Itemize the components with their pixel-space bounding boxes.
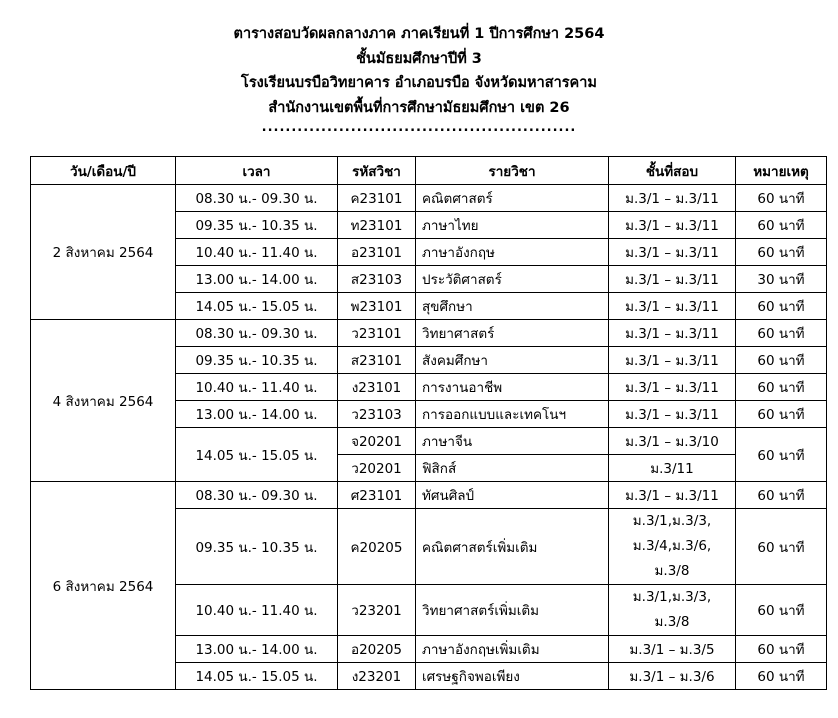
subject-cell: ภาษาอังกฤษเพิ่มเติม xyxy=(416,636,609,663)
note-cell: 60 นาที xyxy=(736,347,827,374)
time-cell: 09.35 น.- 10.35 น. xyxy=(176,509,338,585)
rooms-line: ม.3/1,ม.3/3, xyxy=(632,589,712,605)
code-cell: ศ23101 xyxy=(338,482,416,509)
code-cell: ว23103 xyxy=(338,401,416,428)
document-header xyxy=(0,22,838,136)
exam-schedule-table xyxy=(30,156,827,690)
note-cell: 60 นาที xyxy=(736,320,827,347)
code-cell: ง23101 xyxy=(338,374,416,401)
rooms-line: ม.3/8 xyxy=(654,614,690,630)
note-cell: 60 นาที xyxy=(736,509,827,585)
code-cell: ง23201 xyxy=(338,663,416,690)
rooms-cell: ม.3/1 – ม.3/11 xyxy=(609,266,736,293)
time-cell: 08.30 น.- 09.30 น. xyxy=(176,320,338,347)
rooms-cell: ม.3/1 – ม.3/6 xyxy=(609,663,736,690)
subject-cell: การออกแบบและเทคโนฯ xyxy=(416,401,609,428)
note-cell: 60 นาที xyxy=(736,663,827,690)
rooms-cell xyxy=(609,509,736,585)
date-cell: 6 สิงหาคม 2564 xyxy=(31,482,176,690)
note-cell: 60 นาที xyxy=(736,374,827,401)
rooms-line: ม.3/1,ม.3/3, xyxy=(632,513,712,529)
subject-cell: วิทยาศาสตร์ xyxy=(416,320,609,347)
code-cell: ว23101 xyxy=(338,320,416,347)
rooms-cell: ม.3/1 – ม.3/11 xyxy=(609,401,736,428)
note-cell: 60 นาที xyxy=(736,239,827,266)
rooms-cell: ม.3/11 xyxy=(609,455,736,482)
title-line-1: ตารางสอบวัดผลกลางภาค ภาคเรียนที่ 1 ปีการศึกษา 2564 xyxy=(233,26,605,42)
rooms-cell: ม.3/1 – ม.3/11 xyxy=(609,482,736,509)
table-header-row xyxy=(31,157,827,185)
subject-cell: ฟิสิกส์ xyxy=(416,455,609,482)
title-line-4: สำนักงานเขตพื้นที่การศึกษามัธยมศึกษา เขต 26 xyxy=(268,99,570,116)
rooms-cell xyxy=(609,585,736,636)
subject-cell: ทัศนศิลป์ xyxy=(416,482,609,509)
time-cell: 13.00 น.- 14.00 น. xyxy=(176,401,338,428)
subject-cell: สังคมศึกษา xyxy=(416,347,609,374)
time-cell: 13.00 น.- 14.00 น. xyxy=(176,636,338,663)
subject-cell: ประวัติศาสตร์ xyxy=(416,266,609,293)
rooms-cell: ม.3/1 – ม.3/11 xyxy=(609,185,736,212)
code-cell: ค20205 xyxy=(338,509,416,585)
note-cell: 60 นาที xyxy=(736,428,827,482)
code-cell: ค23101 xyxy=(338,185,416,212)
column-header-subject: รายวิชา xyxy=(416,157,609,185)
subject-cell: ภาษาอังกฤษ xyxy=(416,239,609,266)
table-row xyxy=(31,185,827,212)
title-line-3: โรงเรียนบรบือวิทยาคาร อำเภอบรบือ จังหวัดมหาสารคาม xyxy=(241,75,597,91)
time-cell: 14.05 น.- 15.05 น. xyxy=(176,663,338,690)
code-cell: อ20205 xyxy=(338,636,416,663)
time-cell: 13.00 น.- 14.00 น. xyxy=(176,266,338,293)
subject-cell: สุขศึกษา xyxy=(416,293,609,320)
note-cell: 60 นาที xyxy=(736,293,827,320)
time-cell: 10.40 น.- 11.40 น. xyxy=(176,585,338,636)
rooms-line: ม.3/4,ม.3/6, xyxy=(632,538,712,554)
code-cell: ท23101 xyxy=(338,212,416,239)
header-separator: ..................................................... xyxy=(261,120,577,135)
subject-cell: คณิตศาสตร์เพิ่มเติม xyxy=(416,509,609,585)
rooms-line: ม.3/8 xyxy=(654,563,690,579)
rooms-cell: ม.3/1 – ม.3/11 xyxy=(609,239,736,266)
note-cell: 60 นาที xyxy=(736,482,827,509)
time-cell: 10.40 น.- 11.40 น. xyxy=(176,374,338,401)
note-cell: 60 นาที xyxy=(736,212,827,239)
time-cell: 09.35 น.- 10.35 น. xyxy=(176,347,338,374)
rooms-cell: ม.3/1 – ม.3/10 xyxy=(609,428,736,455)
rooms-cell: ม.3/1 – ม.3/11 xyxy=(609,320,736,347)
column-header-note: หมายเหตุ xyxy=(736,157,827,185)
note-cell: 60 นาที xyxy=(736,585,827,636)
time-cell: 09.35 น.- 10.35 น. xyxy=(176,212,338,239)
note-cell: 30 นาที xyxy=(736,266,827,293)
note-cell: 60 นาที xyxy=(736,185,827,212)
note-cell: 60 นาที xyxy=(736,401,827,428)
rooms-cell: ม.3/1 – ม.3/11 xyxy=(609,293,736,320)
table-row xyxy=(31,482,827,509)
code-cell: ว20201 xyxy=(338,455,416,482)
subject-cell: คณิตศาสตร์ xyxy=(416,185,609,212)
code-cell: ส23103 xyxy=(338,266,416,293)
column-header-time: เวลา xyxy=(176,157,338,185)
column-header-rooms: ชั้นที่สอบ xyxy=(609,157,736,185)
time-cell: 08.30 น.- 09.30 น. xyxy=(176,482,338,509)
time-cell: 14.05 น.- 15.05 น. xyxy=(176,293,338,320)
code-cell: อ23101 xyxy=(338,239,416,266)
subject-cell: เศรษฐกิจพอเพียง xyxy=(416,663,609,690)
time-cell: 10.40 น.- 11.40 น. xyxy=(176,239,338,266)
code-cell: ส23101 xyxy=(338,347,416,374)
column-header-code: รหัสวิชา xyxy=(338,157,416,185)
subject-cell: วิทยาศาสตร์เพิ่มเติม xyxy=(416,585,609,636)
table-row xyxy=(31,320,827,347)
time-cell: 08.30 น.- 09.30 น. xyxy=(176,185,338,212)
subject-cell: ภาษาไทย xyxy=(416,212,609,239)
title-line-2: ชั้นมัธยมศึกษาปีที่ 3 xyxy=(356,50,482,67)
subject-cell: การงานอาชีพ xyxy=(416,374,609,401)
code-cell: จ20201 xyxy=(338,428,416,455)
column-header-date: วัน/เดือน/ปี xyxy=(31,157,176,185)
subject-cell: ภาษาจีน xyxy=(416,428,609,455)
time-cell: 14.05 น.- 15.05 น. xyxy=(176,428,338,482)
rooms-cell: ม.3/1 – ม.3/11 xyxy=(609,374,736,401)
code-cell: ว23201 xyxy=(338,585,416,636)
rooms-cell: ม.3/1 – ม.3/5 xyxy=(609,636,736,663)
rooms-cell: ม.3/1 – ม.3/11 xyxy=(609,347,736,374)
rooms-cell: ม.3/1 – ม.3/11 xyxy=(609,212,736,239)
note-cell: 60 นาที xyxy=(736,636,827,663)
date-cell: 4 สิงหาคม 2564 xyxy=(31,320,176,482)
date-cell: 2 สิงหาคม 2564 xyxy=(31,185,176,320)
code-cell: พ23101 xyxy=(338,293,416,320)
